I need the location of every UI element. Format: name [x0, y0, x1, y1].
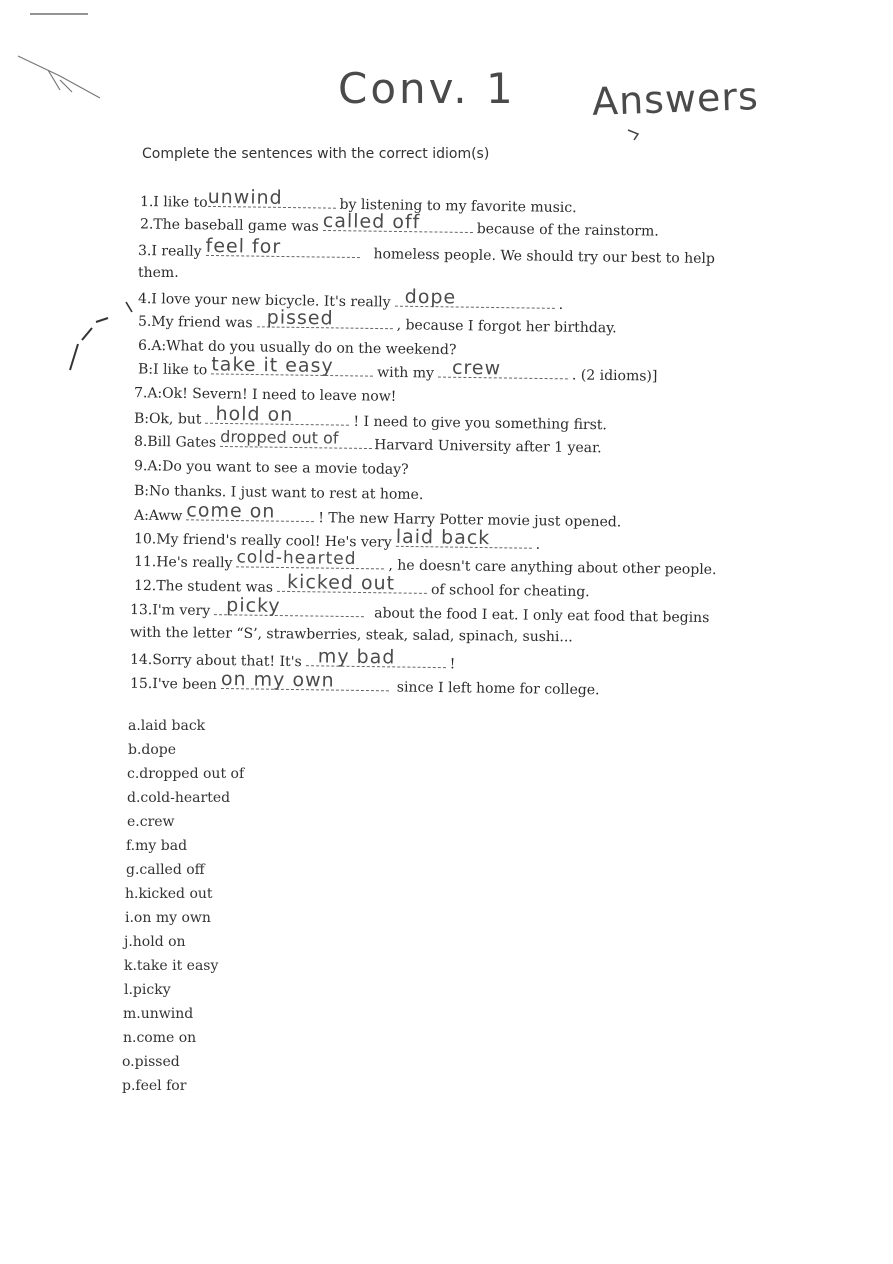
option-b: b.dope [128, 742, 177, 758]
option-m: m.unwind [123, 1006, 194, 1022]
q9-text-a3: A:Aww [133, 507, 183, 525]
q7-answer: hold on [215, 402, 294, 426]
q3-text-a: 3.I really [137, 242, 202, 260]
q2-answer: called off [322, 209, 421, 234]
q12-answer: kicked out [286, 570, 396, 595]
q9-text-b: ! The new Harry Potter movie just opened. [318, 510, 622, 531]
q4-blank[interactable] [395, 285, 555, 309]
q15-text-b: since I left home for college. [396, 679, 600, 699]
q6-blank-2[interactable] [438, 356, 568, 380]
question-9 [134, 457, 409, 479]
option-i: i.on my own [125, 910, 211, 926]
option-k: k.take it easy [124, 958, 219, 974]
q6-answer-2: crew [451, 356, 502, 380]
option-c: c.dropped out of [127, 766, 245, 782]
q4-text-b: . [558, 296, 564, 313]
q9-text-a: 9.A:Do you want to see a movie today? [133, 458, 409, 478]
q1-text-b: by listening to my favorite music. [339, 196, 577, 217]
q14-text-a: 14.Sorry about that! It's [129, 651, 302, 671]
q8-blank[interactable] [220, 426, 372, 449]
q1-blank[interactable] [207, 185, 336, 209]
option-p: p.feel for [122, 1078, 187, 1094]
q12-text-b: of school for cheating. [430, 581, 590, 601]
q7-text-a: 7.A:Ok! Severn! I need to leave now! [133, 385, 397, 405]
q6-answer-1: take it easy [211, 353, 334, 378]
corner-scribble [18, 56, 100, 98]
q11-answer: cold-hearted [236, 547, 357, 570]
option-d: d.cold-hearted [127, 790, 231, 806]
option-n: n.come on [123, 1030, 197, 1046]
option-h: h.kicked out [125, 886, 213, 902]
option-g: g.called off [126, 862, 205, 878]
q3-blank[interactable] [205, 234, 359, 258]
q13-text-c: with the letter “S’, strawberries, steak, salad, spinach, sushi... [129, 624, 573, 646]
q13-answer: picky [226, 594, 281, 618]
q10-text-b: . [535, 536, 541, 553]
q9-blank[interactable] [186, 499, 314, 523]
instructions: Complete the sentences with the correct idiom(s) [142, 146, 490, 162]
q3-answer: feel for [205, 234, 282, 258]
q15-text-a: 15.I've been [129, 675, 217, 693]
q6-blank-1[interactable] [211, 353, 373, 378]
option-e: e.crew [127, 814, 175, 830]
q14-blank[interactable] [306, 645, 446, 669]
q2-text-a: 2.The baseball game was [139, 216, 319, 235]
q14-text-b: ! [449, 656, 456, 673]
q10-blank[interactable] [395, 525, 532, 550]
q7-text-a2: B:Ok, but [133, 410, 202, 428]
q11-text-b: , he doesn't care anything about other people. [388, 557, 717, 579]
q11-blank[interactable] [236, 547, 384, 570]
q6-text-a: 6.A:What do you usually do on the weekend? [137, 337, 457, 359]
q8-text-a: 8.Bill Gates [133, 433, 217, 451]
question-3-cont [138, 264, 179, 282]
q6-text-b: with my [377, 364, 435, 382]
q5-blank[interactable] [257, 306, 393, 330]
option-j: j.hold on [124, 934, 186, 950]
q7-text-b: ! I need to give you something first. [353, 413, 608, 434]
q9-answer: come on [186, 499, 276, 523]
q15-answer: on my own [220, 667, 335, 692]
q8-answer: dropped out of [220, 426, 339, 448]
answers-note: Answers [591, 74, 760, 124]
option-f: f.my bad [126, 838, 188, 854]
q5-answer: pissed [266, 306, 334, 330]
q5-text-a: 5.My friend was [137, 313, 253, 332]
q8-text-b: Harvard University after 1 year. [374, 437, 602, 457]
q9-text-a2: B:No thanks. I just want to rest at home. [133, 482, 424, 504]
q11-text-a: 11.He's really [133, 553, 233, 572]
page-title: Conv. 1 [338, 64, 516, 113]
q7-blank[interactable] [205, 402, 349, 426]
q12-blank[interactable] [277, 570, 427, 595]
q12-text-a: 12.The student was [133, 577, 274, 596]
answers-underscore [628, 130, 638, 140]
q3-text-b: homeless people. We should try our best to help [373, 246, 716, 268]
option-a: a.laid back [128, 718, 206, 734]
q13-text-b: about the food I eat. I only eat food that begins [374, 605, 710, 627]
option-l: l.picky [124, 982, 171, 998]
q5-text-b: , because I forgot her birthday. [396, 317, 617, 337]
q4-answer: dope [404, 285, 457, 309]
q2-blank[interactable] [322, 209, 473, 234]
q14-answer: my bad [317, 645, 396, 669]
margin-tick [126, 302, 132, 312]
q6-text-c: . (2 idioms)] [571, 367, 658, 385]
q13-text-a: 13.I'm very [129, 601, 211, 620]
q6-text-a2: B:I like to [137, 361, 208, 379]
option-o: o.pissed [122, 1054, 180, 1070]
q10-text-a: 10.My friend's really cool! He's very [133, 531, 392, 551]
margin-check-mark [70, 318, 108, 370]
q3-text-c: them. [138, 265, 179, 281]
q1-answer: unwind [207, 185, 283, 209]
q15-blank[interactable] [220, 667, 389, 692]
q2-text-b: because of the rainstorm. [476, 221, 659, 240]
q4-text-a: 4.I love your new bicycle. It's really [137, 291, 391, 311]
q13-blank[interactable] [214, 594, 364, 618]
q10-answer: laid back [395, 525, 491, 550]
q1-text-a: 1.I like to [139, 193, 208, 211]
